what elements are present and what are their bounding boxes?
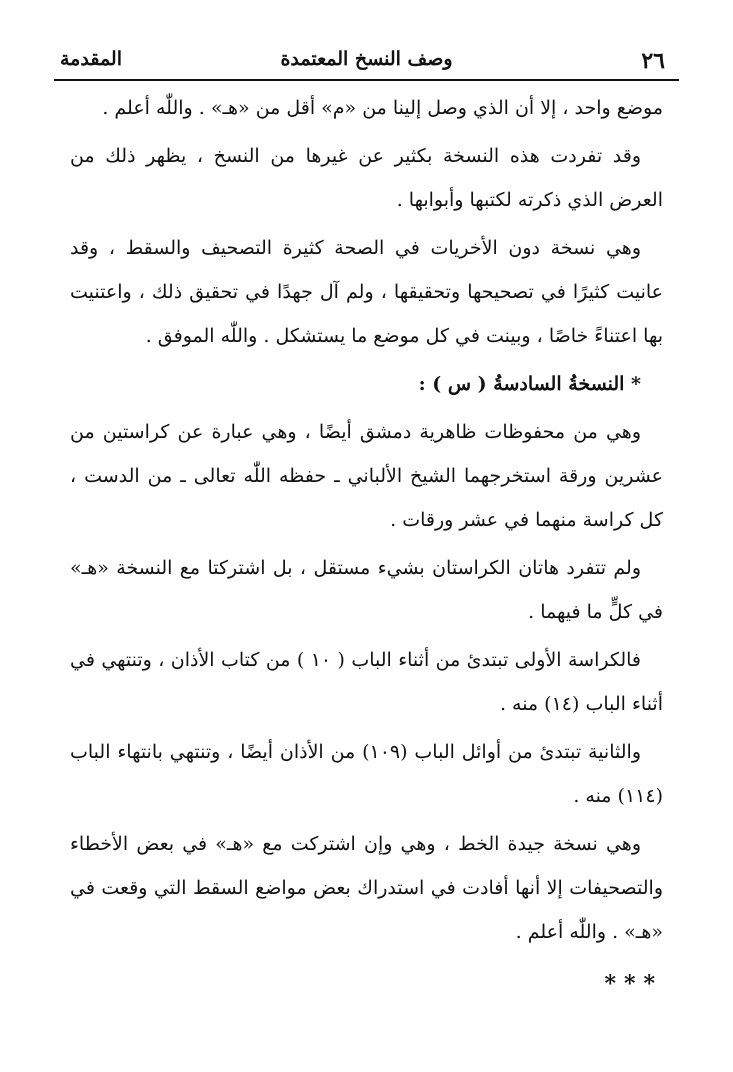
paragraph: والثانية تبتدئ من أوائل الباب (١٠٩) من الأذان أيضًا ، وتنتهي بانتهاء الباب (١١٤) منه . <box>70 741 663 807</box>
header-title: وصف النسخ المعتمدة <box>280 48 453 70</box>
page-number: ٢٦ <box>641 48 665 74</box>
end-ornament: *** <box>604 971 663 997</box>
paragraph: فالكراسة الأولى تبتدئ من أثناء الباب ( ١٠ ) من كتاب الأذان ، وتنتهي في أثناء الباب (١٤) منه . <box>70 649 663 715</box>
section-name: المقدمة <box>60 48 123 70</box>
paragraph: وهي من محفوظات ظاهرية دمشق أيضًا ، وهي عبارة عن كراستين من عشرين ورقة استخرجهما الشيخ الألباني ـ حفظه اللّٰه تعالى ـ من الدست ، كل كراسة منهما في عشر ورقات . <box>70 421 663 531</box>
paragraph: ولم تتفرد هاتان الكراستان بشيء مستقل ، بل اشتركتا مع النسخة «هـ» في كلٍّ ما فيهما . <box>70 557 663 623</box>
section-heading: * النسخةُ السادسةُ ( س ) : <box>418 373 641 395</box>
paragraph: وقد تفردت هذه النسخة بكثير عن غيرها من النسخ ، يظهر ذلك من العرض الذي ذكرته لكتبها وأبوابها . <box>70 145 663 211</box>
page-body <box>70 86 663 1006</box>
paragraph: وهي نسخة دون الأخريات في الصحة كثيرة التصحيف والسقط ، وقد عانيت كثيرًا في تصحيحها وتحقيقها ، ولم آل جهدًا في تحقيق ذلك ، واعتنيت بها اعتناءً خاصًا ، وبينت في كل موضع ما يستشكل . واللّٰه الموفق . <box>70 237 663 347</box>
paragraph: وهي نسخة جيدة الخط ، وهي وإن اشتركت مع «هـ» في بعض الأخطاء والتصحيفات إلا أنها أفادت في استدراك بعض مواضع السقط التي وقعت في «هـ» . واللّٰه أعلم . <box>70 833 663 943</box>
running-header <box>54 40 679 78</box>
paragraph: موضع واحد ، إلا أن الذي وصل إلينا من «م» أقل من «هـ» . واللّٰه أعلم . <box>102 97 663 119</box>
header-rule <box>54 79 679 81</box>
